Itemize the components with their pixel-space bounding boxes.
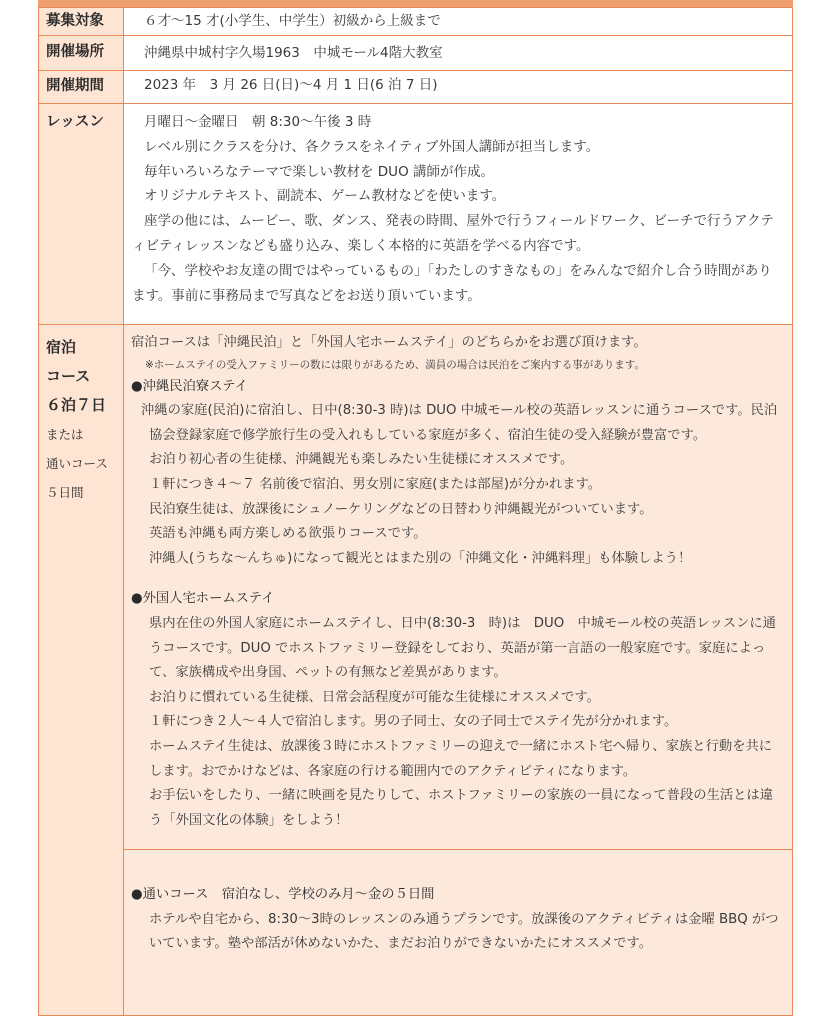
stay-label-small: 通いコース (46, 456, 108, 471)
row-lesson (39, 104, 793, 325)
minpaku-line: 沖縄の家庭(民泊)に宿泊し、日中(8:30-3 時)は DUO 中城モール校の英語レッスンに通うコースです。民泊協会登録家庭で修学旅行生の受入れもしている家庭が多く、宿泊生徒の受入経験が豊富です。 (141, 403, 778, 443)
label-lesson: レッスン (46, 114, 104, 130)
lesson-line: 座学の他には、ムービー、歌、ダンス、発表の時間、屋外で行うフィールドワーク、ビーチで行うアクティビティレッスンなども盛り込み、楽しく本格的に英語を学べる内容です。 (132, 213, 775, 254)
row-target (39, 8, 793, 36)
info-table (38, 7, 793, 1016)
label-period: 開催期間 (46, 78, 104, 94)
minpaku-line: 英語も沖縄も両方楽しめる欲張りコースです。 (149, 526, 427, 542)
stay-label-line: ６泊７日 (46, 396, 107, 414)
lesson-line: オリジナルテキスト、副読本、ゲーム教材などを使います。 (144, 188, 506, 205)
homestay-line: １軒につき２人～４人で宿泊します。男の子同士、女の子同士でステイ先が分かれます。 (149, 714, 678, 730)
row-period (39, 71, 793, 104)
value-place: 沖縄県中城村字久場1963 中城モール4階大教室 (144, 45, 443, 61)
commute-divider (124, 849, 792, 883)
homestay-line: ホームステイ生徒は、放課後３時にホストファミリーの迎えで一緒にホスト宅へ帰り、家族と行動を共にします。おでかけなどは、各家庭の行ける範囲内でのアクティビティになります。 (149, 738, 773, 779)
homestay-line: お手伝いをしたり、一緒に映画を見たりして、ホストファミリーの家族の一員になって普段の生活とは違う「外国文化の体験」をしよう！ (149, 788, 774, 828)
value-period: 2023 年 3 月 26 日(日)～4 月 1 日(6 泊 7 日) (144, 77, 438, 93)
minpaku-line: １軒につき４～７ 名前後で宿泊、男女別に家庭(または部屋)が分かれます。 (149, 476, 602, 492)
minpaku-line: お泊り初心者の生徒様、沖縄観光も楽しみたい生徒様にオススメです。 (149, 452, 574, 468)
homestay-heading: ●外国人宅ホームステイ (131, 591, 275, 607)
lesson-line: 「今、学校やお友達の間ではやっているもの」「わたしのすきなもの」をみんなで紹介し合う時間があります。事前に事務局まで写真などをお送り頂いています。 (132, 262, 772, 304)
row-place (39, 36, 793, 71)
commute-line: ホテルや自宅から、8:30～3時のレッスンのみ通うプランです。放課後のアクティビティは金曜 BBQ がついています。塾や部活が休めないかた、まだお泊りができないかたにオススメです。 (149, 911, 779, 952)
minpaku-line: 沖縄人(うちな～んちゅ)になって観光とはまた別の「沖縄文化・沖縄料理」も体験しよう！ (149, 550, 692, 566)
stay-label-small: または (46, 427, 84, 442)
label-target: 募集対象 (46, 13, 104, 29)
homestay-line: 県内在住の外国人家庭にホームステイし、日中(8:30-3 時)は DUO 中城モール校の英語レッスンに通うコースです。DUO でホストファミリー登録をしており、英語が第一言語の一般家庭です。家庭によって、家族構成や出身国、ペットの有無など差異があります。 (149, 615, 776, 681)
minpaku-heading: ●沖縄民泊寮ステイ (131, 378, 248, 394)
value-target: ６才～15 才(小学生、中学生）初級から上級まで (144, 13, 441, 29)
stay-label-line: コース (46, 367, 91, 385)
stay-label-small: ５日間 (46, 485, 84, 500)
stay-label-line: 宿泊 (46, 338, 77, 356)
row-stay (39, 325, 793, 1016)
lesson-text (124, 104, 792, 308)
label-place: 開催場所 (46, 44, 104, 60)
stay-note: ※ホームステイの受入ファミリーの数には限りがあるため、満員の場合は民泊をご案内する事があります。 (145, 358, 645, 371)
stay-text (124, 325, 792, 957)
top-band (38, 0, 793, 7)
homestay-line: お泊りに慣れている生徒様、日常会話程度が可能な生徒様にオススメです。 (149, 689, 600, 705)
minpaku-line: 民泊寮生徒は、放課後にシュノーケリングなどの日替わり沖縄観光がついています。 (149, 501, 653, 517)
lesson-line: レベル別にクラスを分け、各クラスをネイティブ外国人講師が担当します。 (144, 138, 600, 155)
lesson-line: 月曜日～金曜日 朝 8:30～午後 3 時 (144, 114, 372, 130)
stay-intro: 宿泊コースは「沖縄民泊」と「外国人宅ホームステイ」のどちらかをお選び頂けます。 (131, 335, 647, 350)
label-stay (39, 325, 123, 507)
commute-heading: ●通いコース 宿泊なし、学校のみ月～金の５日間 (131, 887, 435, 903)
lesson-line: 毎年いろいろなテーマで楽しい教材を DUO 講師が作成。 (144, 163, 494, 180)
